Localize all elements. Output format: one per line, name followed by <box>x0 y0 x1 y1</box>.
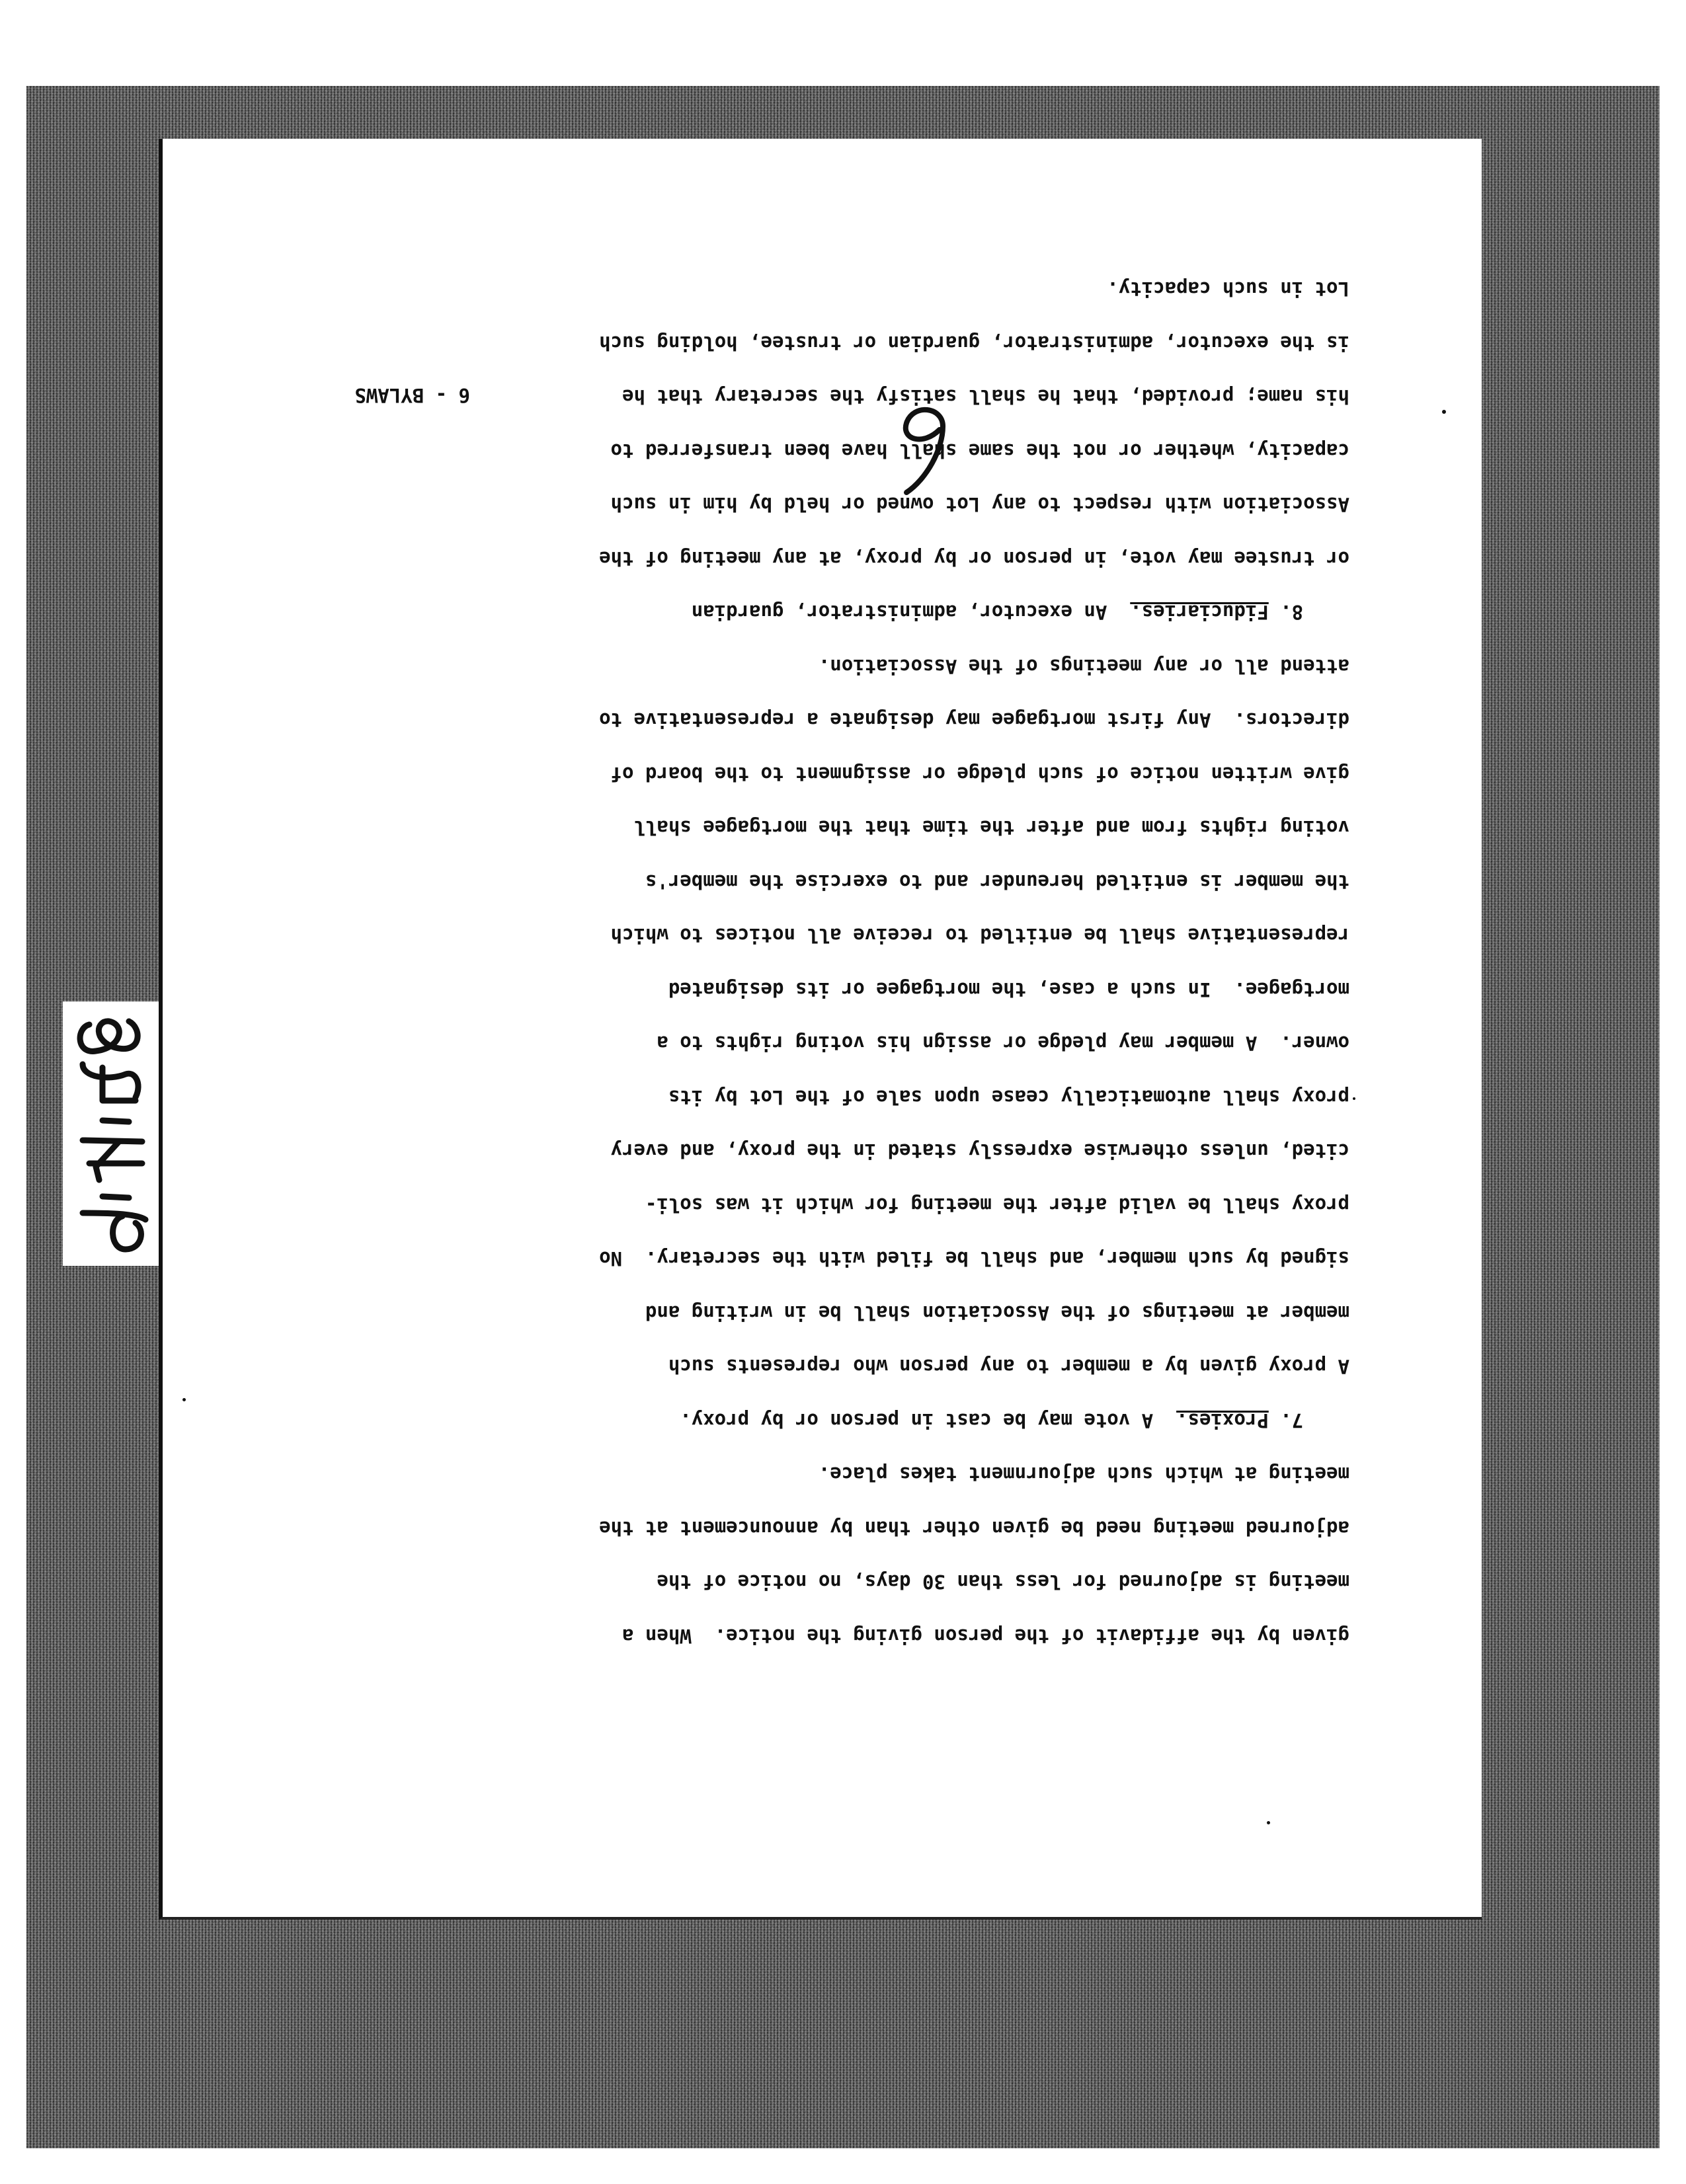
text-line: his name; provided, that he shall satisfy the secretary that he <box>622 385 1349 409</box>
handwritten-margin-note <box>63 1001 162 1266</box>
text-line: given by the affidavit of the person giving the notice. When a <box>622 1625 1349 1647</box>
scan-speck <box>1442 410 1446 414</box>
text-line: signed by such member, and shall be filed with the secretary. No <box>599 1247 1349 1270</box>
text-line: meeting is adjourned for less than 30 days, no notice of the <box>657 1571 1349 1594</box>
section-8-number: 8. <box>1280 601 1304 624</box>
text-line: Lot in such capacity. <box>1107 278 1349 301</box>
handwritten-page-number <box>887 397 959 502</box>
text-line: is the executor, administrator, guardian or trustee, holding such <box>599 332 1349 354</box>
text-line: the member is entitled hereunder and to exercise the member's <box>645 871 1349 893</box>
section-7-text: A vote may be cast in person or by proxy. <box>680 1409 1177 1432</box>
text-line: proxy shall be valid after the meeting for which it was soli- <box>645 1194 1349 1216</box>
text-line: capacity, whether or not the same shall have been transferred to <box>610 440 1349 462</box>
section-7-number: 7. <box>1280 1409 1304 1432</box>
text-line: cited, unless otherwise expressly stated in the proxy, and every <box>610 1140 1349 1163</box>
text-line: meeting at which such adjournment takes place. <box>818 1463 1349 1486</box>
text-line: member at meetings of the Association shall be in writing and <box>645 1302 1349 1324</box>
text-line: or trustee may vote, in person or by proxy, at any meeting of the <box>599 547 1349 570</box>
text-line: proxy shall automatically cease upon sale of the Lot by its <box>668 1086 1349 1109</box>
text-line: voting rights from and after the time that the mortgagee shall <box>633 816 1349 839</box>
text-line: mortgagee. In such a case, the mortgagee or its designated <box>668 978 1349 1001</box>
section-7-heading: Proxies. <box>1176 1409 1269 1432</box>
text-line: attend all or any meetings of the Association. <box>818 655 1349 678</box>
text-line: directors. Any first mortgagee may designate a representative to <box>599 709 1349 732</box>
text-line: give written notice of such pledge or assignment to the board of <box>610 763 1349 785</box>
text-line: Association with respect to any Lot owned or held by him in such <box>610 493 1349 516</box>
scan-speck <box>1353 1097 1355 1100</box>
upside-down-content <box>163 139 1482 1917</box>
section-8-heading-line <box>318 585 1349 639</box>
section-7-heading-line <box>318 1393 1349 1448</box>
scan-speck <box>182 1398 186 1401</box>
text-line: owner. A member may pledge or assign his voting rights to a <box>657 1032 1349 1055</box>
section-8-heading: Fiduciaries. <box>1130 601 1269 624</box>
bylaws-text <box>318 262 1349 1662</box>
section-8-text: An executor, administrator, guardian <box>691 601 1131 624</box>
margin-note-area <box>63 1001 162 1266</box>
text-line: representative shall be entitled to receive all notices to which <box>610 924 1349 947</box>
scan-speck <box>1267 1821 1270 1824</box>
text-line: adjourned meeting need be given other than by announcement at the <box>599 1517 1349 1540</box>
document-page <box>159 139 1482 1920</box>
text-line: A proxy given by a member to any person who represents such <box>668 1355 1349 1378</box>
page-footer-label: 6 - BYLAWS <box>354 384 470 407</box>
